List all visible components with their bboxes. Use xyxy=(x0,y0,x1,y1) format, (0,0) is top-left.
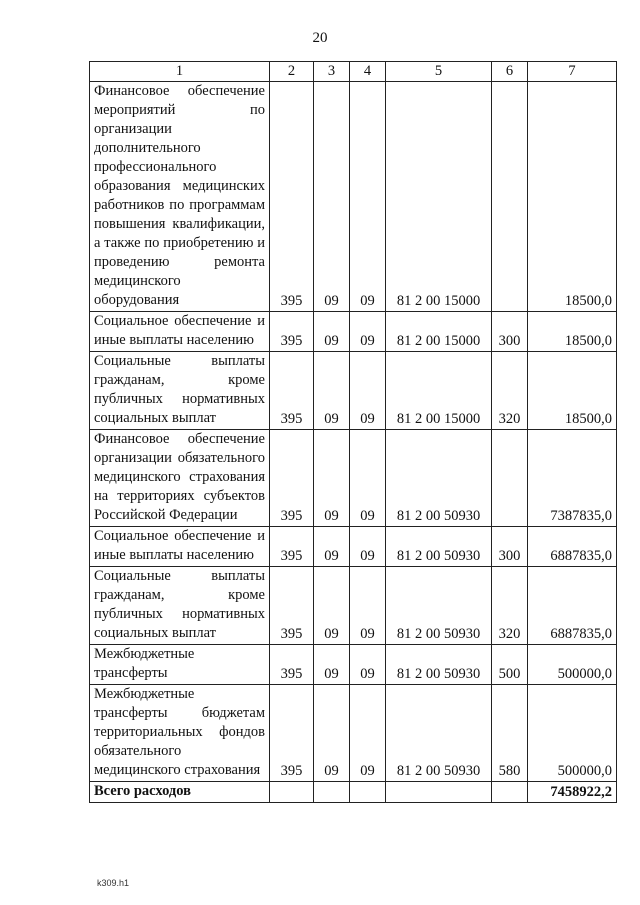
amount-cell: 500000,0 xyxy=(528,685,617,782)
item-code-cell: 09 xyxy=(350,312,386,352)
expense-type-cell xyxy=(492,430,528,527)
target-article-cell: 81 2 00 50930 xyxy=(386,645,492,685)
section-code-cell: 395 xyxy=(270,352,314,430)
expense-type-cell: 320 xyxy=(492,567,528,645)
target-article-cell: 81 2 00 50930 xyxy=(386,567,492,645)
table-header-row xyxy=(90,62,617,82)
total-value: 7458922,2 xyxy=(528,782,617,803)
table-row xyxy=(90,82,617,312)
budget-table xyxy=(89,61,617,803)
table-row xyxy=(90,685,617,782)
row-name-cell: Социальное обеспечение и иные выплаты населению xyxy=(90,527,270,567)
expense-type-cell xyxy=(492,82,528,312)
target-article-cell: 81 2 00 15000 xyxy=(386,82,492,312)
table-row xyxy=(90,567,617,645)
amount-cell: 18500,0 xyxy=(528,312,617,352)
section-code-cell: 395 xyxy=(270,645,314,685)
amount-cell: 500000,0 xyxy=(528,645,617,685)
subsection-code-cell: 09 xyxy=(314,82,350,312)
column-header: 1 xyxy=(90,62,270,82)
section-code-cell: 395 xyxy=(270,430,314,527)
total-row xyxy=(90,782,617,803)
column-header: 6 xyxy=(492,62,528,82)
column-header: 3 xyxy=(314,62,350,82)
item-code-cell: 09 xyxy=(350,645,386,685)
target-article-cell: 81 2 00 50930 xyxy=(386,685,492,782)
column-header: 2 xyxy=(270,62,314,82)
section-code-cell: 395 xyxy=(270,685,314,782)
expense-type-cell: 300 xyxy=(492,527,528,567)
subsection-code-cell: 09 xyxy=(314,685,350,782)
target-article-cell: 81 2 00 15000 xyxy=(386,312,492,352)
section-code-cell: 395 xyxy=(270,527,314,567)
item-code-cell: 09 xyxy=(350,82,386,312)
expense-type-cell: 320 xyxy=(492,352,528,430)
amount-cell: 7387835,0 xyxy=(528,430,617,527)
section-code-cell: 395 xyxy=(270,82,314,312)
column-header: 5 xyxy=(386,62,492,82)
subsection-code-cell: 09 xyxy=(314,527,350,567)
row-name-cell: Социальные выплаты гражданам, кроме публичных нормативных социальных выплат xyxy=(90,567,270,645)
section-code-cell: 395 xyxy=(270,312,314,352)
subsection-code-cell: 09 xyxy=(314,430,350,527)
table-row xyxy=(90,645,617,685)
table-row xyxy=(90,352,617,430)
expense-type-cell: 300 xyxy=(492,312,528,352)
row-name-cell: Социальные выплаты гражданам, кроме публичных нормативных социальных выплат xyxy=(90,352,270,430)
table-row xyxy=(90,430,617,527)
expense-type-cell: 580 xyxy=(492,685,528,782)
item-code-cell: 09 xyxy=(350,685,386,782)
target-article-cell: 81 2 00 50930 xyxy=(386,430,492,527)
subsection-code-cell: 09 xyxy=(314,645,350,685)
section-code-cell: 395 xyxy=(270,567,314,645)
table-row xyxy=(90,312,617,352)
table-row xyxy=(90,527,617,567)
column-header: 4 xyxy=(350,62,386,82)
item-code-cell: 09 xyxy=(350,430,386,527)
item-code-cell: 09 xyxy=(350,352,386,430)
page-number: 20 xyxy=(312,30,328,46)
amount-cell: 6887835,0 xyxy=(528,527,617,567)
row-name-cell: Социальное обеспечение и иные выплаты населению xyxy=(90,312,270,352)
row-name-cell: Финансовое обеспечение мероприятий по организации дополнительного профессионального образования медицинских работников по программам повышения квалификации, а также по приобретению и проведению ремонта медицинского оборудования xyxy=(90,82,270,312)
subsection-code-cell: 09 xyxy=(314,312,350,352)
target-article-cell: 81 2 00 50930 xyxy=(386,527,492,567)
amount-cell: 18500,0 xyxy=(528,352,617,430)
amount-cell: 6887835,0 xyxy=(528,567,617,645)
total-label: Всего расходов xyxy=(90,782,270,803)
subsection-code-cell: 09 xyxy=(314,352,350,430)
footer-code: k309.h1 xyxy=(97,878,130,888)
amount-cell: 18500,0 xyxy=(528,82,617,312)
row-name-cell: Финансовое обеспечение организации обязательного медицинского страхования на территориях субъектов Российской Федерации xyxy=(90,430,270,527)
target-article-cell: 81 2 00 15000 xyxy=(386,352,492,430)
subsection-code-cell: 09 xyxy=(314,567,350,645)
row-name-cell: Межбюджетные трансферты xyxy=(90,645,270,685)
item-code-cell: 09 xyxy=(350,527,386,567)
item-code-cell: 09 xyxy=(350,567,386,645)
expense-type-cell: 500 xyxy=(492,645,528,685)
row-name-cell: Межбюджетные трансферты бюджетам территориальных фондов обязательного медицинского страхования xyxy=(90,685,270,782)
column-header: 7 xyxy=(528,62,617,82)
